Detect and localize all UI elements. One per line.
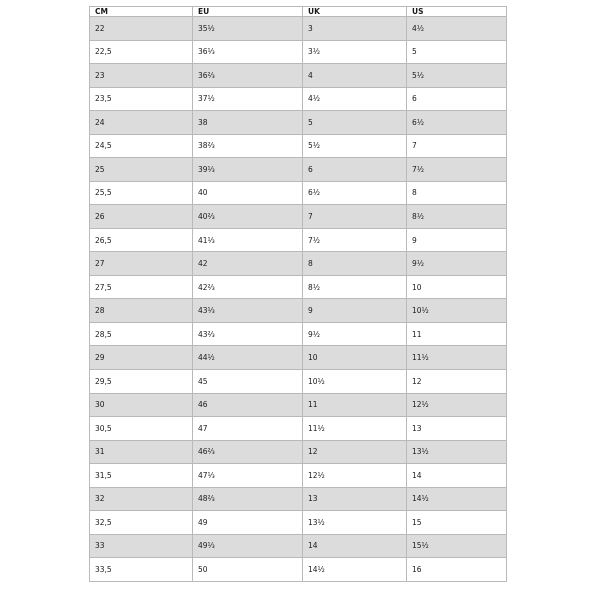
cell-uk: 14½	[303, 558, 407, 582]
table-row	[90, 181, 507, 205]
table-row	[90, 558, 507, 582]
cell-us: 6½	[407, 111, 507, 135]
cell-uk: 9½	[303, 322, 407, 346]
cell-uk: 7	[303, 205, 407, 229]
cell-us: 16	[407, 558, 507, 582]
header-uk: UK	[303, 7, 407, 17]
cell-cm: 26	[90, 205, 193, 229]
cell-eu: 42	[193, 252, 303, 276]
cell-eu: 38	[193, 111, 303, 135]
cell-cm: 28	[90, 299, 193, 323]
table-row	[90, 393, 507, 417]
table-row	[90, 440, 507, 464]
table-row	[90, 228, 507, 252]
table-body	[90, 17, 507, 582]
size-conversion-table	[89, 6, 507, 582]
cell-uk: 7½	[303, 228, 407, 252]
cell-eu: 44½	[193, 346, 303, 370]
cell-us: 4½	[407, 17, 507, 41]
cell-eu: 40	[193, 181, 303, 205]
cell-cm: 23	[90, 64, 193, 88]
table-row	[90, 17, 507, 41]
cell-uk: 13½	[303, 511, 407, 535]
cell-eu: 40⅔	[193, 205, 303, 229]
cell-us: 8½	[407, 205, 507, 229]
cell-cm: 30	[90, 393, 193, 417]
cell-eu: 39⅓	[193, 158, 303, 182]
cell-eu: 48⅔	[193, 487, 303, 511]
header-cm: CM	[90, 7, 193, 17]
cell-eu: 50	[193, 558, 303, 582]
cell-us: 12	[407, 369, 507, 393]
cell-us: 11	[407, 322, 507, 346]
cell-cm: 28,5	[90, 322, 193, 346]
cell-uk: 6	[303, 158, 407, 182]
cell-uk: 10	[303, 346, 407, 370]
table-row	[90, 511, 507, 535]
cell-cm: 27	[90, 252, 193, 276]
cell-us: 7	[407, 134, 507, 158]
cell-cm: 32	[90, 487, 193, 511]
cell-us: 10½	[407, 299, 507, 323]
cell-us: 13½	[407, 440, 507, 464]
cell-us: 15½	[407, 534, 507, 558]
cell-eu: 35½	[193, 17, 303, 41]
table-row	[90, 158, 507, 182]
cell-eu: 36⅓	[193, 40, 303, 64]
table-row	[90, 275, 507, 299]
cell-eu: 46⅔	[193, 440, 303, 464]
cell-cm: 29	[90, 346, 193, 370]
cell-uk: 14	[303, 534, 407, 558]
cell-eu: 41⅓	[193, 228, 303, 252]
cell-eu: 37½	[193, 87, 303, 111]
cell-cm: 31,5	[90, 464, 193, 488]
cell-us: 15	[407, 511, 507, 535]
cell-cm: 33	[90, 534, 193, 558]
cell-uk: 12½	[303, 464, 407, 488]
cell-cm: 25	[90, 158, 193, 182]
header-us: US	[407, 7, 507, 17]
cell-cm: 32,5	[90, 511, 193, 535]
table-row	[90, 534, 507, 558]
cell-eu: 47⅓	[193, 464, 303, 488]
cell-cm: 23,5	[90, 87, 193, 111]
cell-eu: 49	[193, 511, 303, 535]
cell-cm: 22	[90, 17, 193, 41]
cell-uk: 3	[303, 17, 407, 41]
cell-uk: 11	[303, 393, 407, 417]
cell-cm: 26,5	[90, 228, 193, 252]
cell-eu: 42⅔	[193, 275, 303, 299]
header-row	[90, 7, 507, 17]
cell-us: 6	[407, 87, 507, 111]
cell-uk: 5½	[303, 134, 407, 158]
cell-cm: 29,5	[90, 369, 193, 393]
cell-cm: 27,5	[90, 275, 193, 299]
cell-uk: 8½	[303, 275, 407, 299]
cell-us: 9½	[407, 252, 507, 276]
cell-us: 8	[407, 181, 507, 205]
cell-us: 9	[407, 228, 507, 252]
cell-uk: 12	[303, 440, 407, 464]
table-row	[90, 40, 507, 64]
cell-uk: 4	[303, 64, 407, 88]
table-row	[90, 111, 507, 135]
table-row	[90, 464, 507, 488]
cell-uk: 4½	[303, 87, 407, 111]
table-row	[90, 87, 507, 111]
cell-us: 5	[407, 40, 507, 64]
cell-eu: 46	[193, 393, 303, 417]
table-row	[90, 64, 507, 88]
cell-eu: 43⅔	[193, 322, 303, 346]
table-row	[90, 299, 507, 323]
cell-eu: 45	[193, 369, 303, 393]
cell-uk: 8	[303, 252, 407, 276]
table-row	[90, 322, 507, 346]
cell-cm: 30,5	[90, 417, 193, 441]
cell-eu: 49⅓	[193, 534, 303, 558]
cell-cm: 31	[90, 440, 193, 464]
table-row	[90, 369, 507, 393]
table-row	[90, 487, 507, 511]
cell-us: 13	[407, 417, 507, 441]
table-row	[90, 134, 507, 158]
cell-uk: 11½	[303, 417, 407, 441]
cell-cm: 25,5	[90, 181, 193, 205]
cell-us: 11½	[407, 346, 507, 370]
cell-uk: 6½	[303, 181, 407, 205]
cell-cm: 24,5	[90, 134, 193, 158]
cell-uk: 10½	[303, 369, 407, 393]
cell-us: 7½	[407, 158, 507, 182]
cell-cm: 33,5	[90, 558, 193, 582]
cell-us: 14½	[407, 487, 507, 511]
cell-us: 10	[407, 275, 507, 299]
cell-uk: 9	[303, 299, 407, 323]
cell-uk: 13	[303, 487, 407, 511]
cell-eu: 47	[193, 417, 303, 441]
cell-uk: 3½	[303, 40, 407, 64]
cell-eu: 38⅔	[193, 134, 303, 158]
table-row	[90, 346, 507, 370]
cell-eu: 36⅔	[193, 64, 303, 88]
cell-eu: 43⅓	[193, 299, 303, 323]
cell-cm: 24	[90, 111, 193, 135]
table-row	[90, 205, 507, 229]
table-header	[90, 7, 507, 17]
cell-uk: 5	[303, 111, 407, 135]
table-row	[90, 252, 507, 276]
header-eu: EU	[193, 7, 303, 17]
cell-us: 14	[407, 464, 507, 488]
cell-us: 12½	[407, 393, 507, 417]
cell-cm: 22,5	[90, 40, 193, 64]
table-row	[90, 417, 507, 441]
cell-us: 5½	[407, 64, 507, 88]
